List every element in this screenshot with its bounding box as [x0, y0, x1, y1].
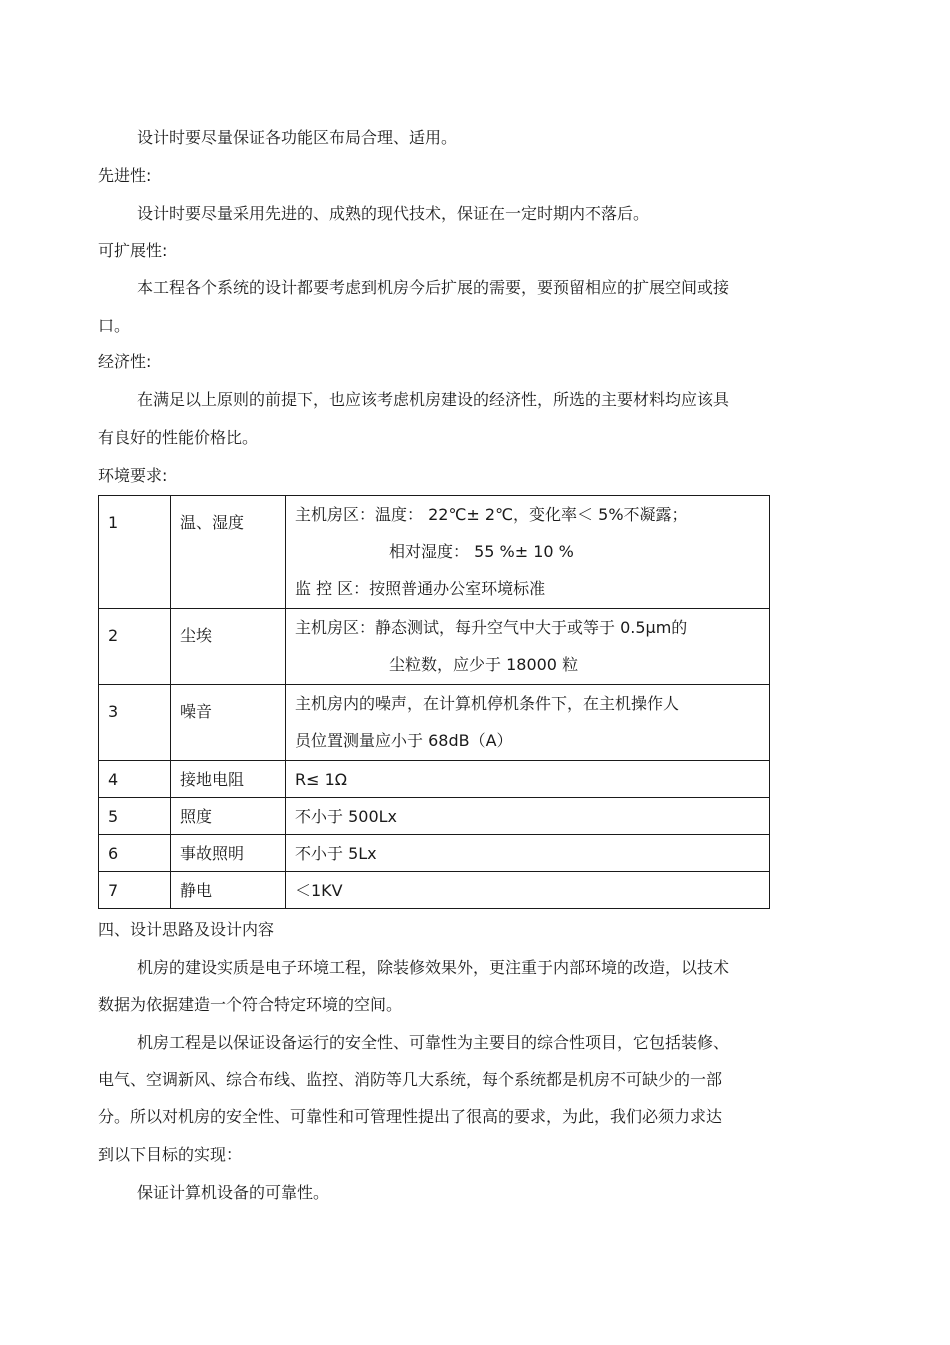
heading-advanced: 先进性:: [98, 166, 152, 185]
row-item: 噪音: [171, 685, 286, 761]
paragraph-scalable-line2: 口。: [98, 316, 131, 335]
heading-environment: 环境要求:: [98, 466, 168, 485]
row-requirement: 不小于 500Lx: [286, 798, 770, 835]
paragraph-advanced: 设计时要尽量采用先进的、成熟的现代技术，保证在一定时期内不落后。: [137, 204, 650, 223]
section-heading: 四、设计思路及设计内容: [98, 920, 275, 939]
row-item: 事故照明: [171, 835, 286, 872]
paragraph-reliability: 保证计算机设备的可靠性。: [137, 1183, 330, 1202]
paragraph-project-line1: 机房工程是以保证设备运行的安全性、可靠性为主要目的综合性项目，它包括装修、: [137, 1033, 730, 1052]
table-row: [99, 685, 770, 761]
row-number: 6: [99, 835, 171, 872]
paragraph-economic-line1: 在满足以上原则的前提下，也应该考虑机房建设的经济性，所选的主要材料均应该具: [137, 390, 730, 409]
paragraph-layout: 设计时要尽量保证各功能区布局合理、适用。: [137, 128, 458, 147]
requirement-line: 员位置测量应小于 68dB（A）: [295, 731, 513, 750]
paragraph-scalable-line1: 本工程各个系统的设计都要考虑到机房今后扩展的需要，要预留相应的扩展空间或接: [137, 278, 730, 297]
row-item: 照度: [171, 798, 286, 835]
requirement-line: 相对湿度： 55 %± 10 %: [389, 542, 574, 561]
requirement-line: 主机房区：静态测试，每升空气中大于或等于 0.5μm的: [295, 618, 688, 637]
row-number: 4: [99, 761, 171, 798]
row-requirement: 不小于 5Lx: [286, 835, 770, 872]
row-requirement: ＜1KV: [286, 872, 770, 909]
row-item: 接地电阻: [171, 761, 286, 798]
heading-scalable: 可扩展性:: [98, 241, 168, 260]
row-requirement: [286, 496, 770, 609]
table-row: [99, 609, 770, 685]
requirement-line: 监 控 区：按照普通办公室环境标准: [295, 579, 546, 598]
requirement-line: 主机房内的噪声，在计算机停机条件下，在主机操作人: [295, 694, 680, 713]
paragraph-project-line4: 到以下目标的实现：: [98, 1145, 243, 1164]
row-item: 静电: [171, 872, 286, 909]
requirement-line: 尘粒数，应少于 18000 粒: [389, 655, 579, 674]
paragraph-essence-line2: 数据为依据建造一个符合特定环境的空间。: [98, 995, 403, 1014]
row-number: 2: [99, 609, 171, 685]
table-row: [99, 872, 770, 909]
paragraph-economic-line2: 有良好的性能价格比。: [98, 428, 259, 447]
paragraph-essence-line1: 机房的建设实质是电子环境工程，除装修效果外，更注重于内部环境的改造，以技术: [137, 958, 730, 977]
row-number: 3: [99, 685, 171, 761]
row-requirement: [286, 685, 770, 761]
row-number: 1: [99, 496, 171, 609]
table-row: [99, 835, 770, 872]
row-requirement: R≤ 1Ω: [286, 761, 770, 798]
heading-economic: 经济性:: [98, 352, 152, 371]
row-item: 尘埃: [171, 609, 286, 685]
table-row: [99, 496, 770, 609]
table-row: [99, 761, 770, 798]
requirement-line: 主机房区：温度： 22℃± 2℃，变化率＜ 5%不凝露；: [295, 505, 688, 524]
row-item: 温、湿度: [171, 496, 286, 609]
row-number: 5: [99, 798, 171, 835]
row-requirement: [286, 609, 770, 685]
paragraph-project-line2: 电气、空调新风、综合布线、监控、消防等几大系统，每个系统都是机房不可缺少的一部: [98, 1070, 723, 1089]
table-row: [99, 798, 770, 835]
environment-requirements-table: [98, 495, 770, 909]
paragraph-project-line3: 分。所以对机房的安全性、可靠性和可管理性提出了很高的要求，为此，我们必须力求达: [98, 1107, 723, 1126]
row-number: 7: [99, 872, 171, 909]
